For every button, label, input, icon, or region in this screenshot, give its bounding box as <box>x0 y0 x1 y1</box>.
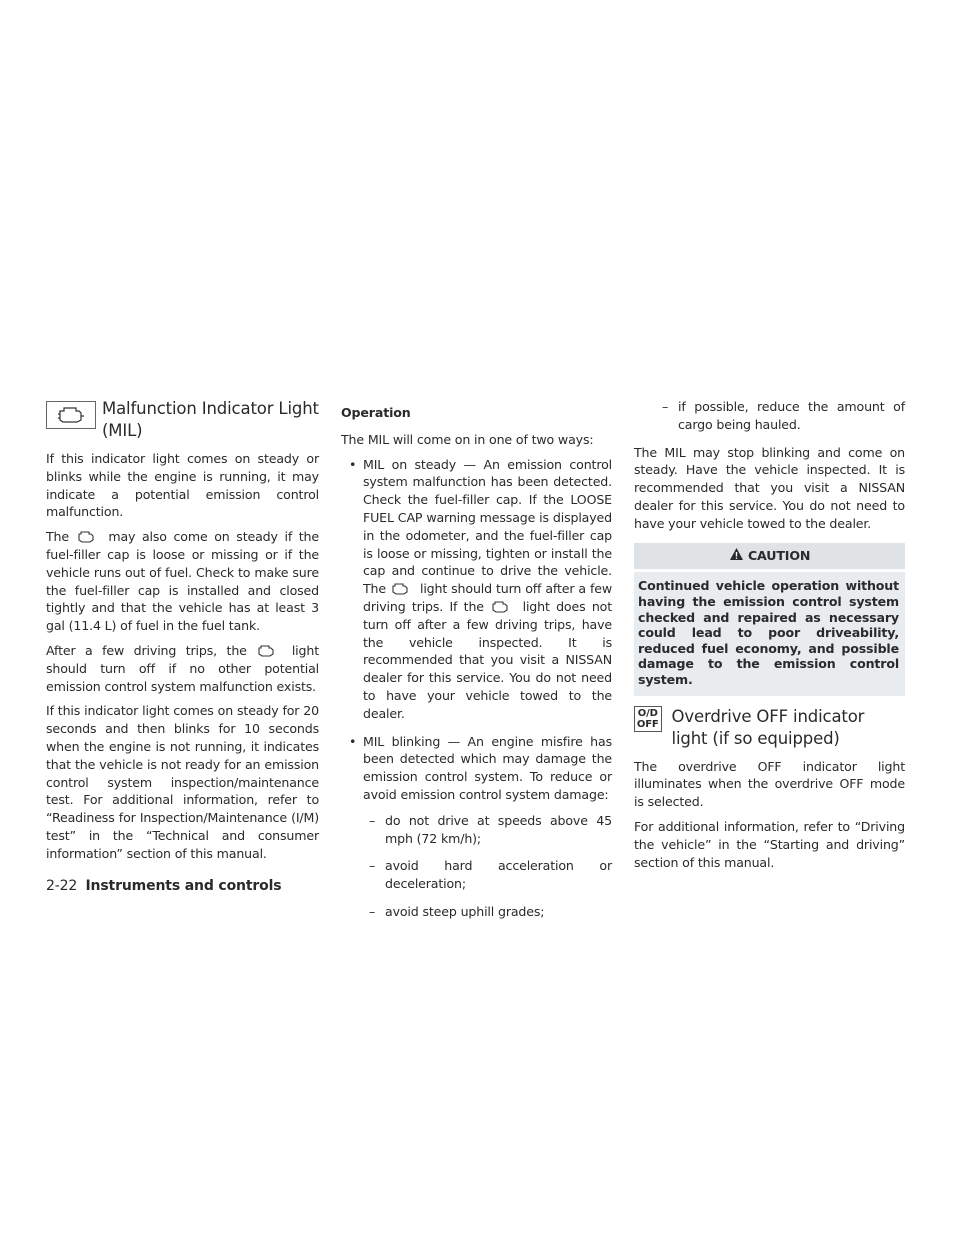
bullet-1-part-b: light should turn off after a few driving trips. If the <box>363 581 612 614</box>
overdrive-paragraph-2: For additional information, refer to “Driving the vehicle” in the “Starting and driving” section of this manual. <box>634 819 905 870</box>
page-footer <box>46 878 281 896</box>
list-item <box>341 733 612 921</box>
overdrive-paragraph-1: The overdrive OFF indicator light illuminates when the overdrive OFF mode is selected. <box>634 758 905 810</box>
mil-paragraph-3 <box>46 642 319 695</box>
od-icon-line-1: O/D <box>637 707 658 719</box>
page-number: 2-22 <box>46 878 78 894</box>
mil-paragraph-2 <box>46 528 319 635</box>
mil-paragraph-1: If this indicator light comes on steady or blinks while the engine is running, it may indicate a potential emission control malfunction. <box>46 451 319 520</box>
damage-avoidance-list <box>363 812 612 921</box>
section-title: Instruments and controls <box>85 878 282 894</box>
engine-icon <box>390 581 416 597</box>
engine-icon <box>256 643 282 659</box>
overdrive-off-icon <box>634 706 662 732</box>
engine-icon <box>490 599 516 615</box>
caution-header <box>634 543 905 570</box>
list-item: – if possible, reduce the amount of cargo being hauled. <box>656 398 905 434</box>
mil-paragraph-4: If this indicator light comes on steady for 20 seconds and then blinks for 10 seconds when the engine is not running, it indicates that the vehicle is not ready for an emission control system inspection/maintenance test. For additional information, refer to “Readiness for Inspection/Maintenance (I/M) test” in the “Technical and consumer information” section of this manual. <box>46 703 319 861</box>
overdrive-heading <box>634 706 905 750</box>
overdrive-heading-text: Overdrive OFF indicator light (if so equipped) <box>671 706 865 748</box>
list-item: – avoid hard acceleration or deceleration; <box>363 857 612 893</box>
column-3 <box>634 398 905 878</box>
warning-icon <box>729 547 744 566</box>
mil-paragraph-3-end: light should turn off if no other potential emission control system malfunction exists. <box>46 642 319 694</box>
column-2 <box>341 398 612 931</box>
bullet-2-text: MIL blinking — An engine misfire has been detected which may damage the emission control system. To reduce or avoid emission control system damage: <box>363 733 612 802</box>
mil-heading <box>46 398 319 442</box>
mil-paragraph-3-start: After a few driving trips, the <box>46 642 247 658</box>
mil-blinking-paragraph: The MIL may stop blinking and come on steady. Have the vehicle inspected. It is recommended that you visit a NISSAN dealer for this service. You do not need to have your vehicle towed to the dealer. <box>634 444 905 531</box>
damage-avoidance-list-continued <box>634 398 905 434</box>
list-item: – do not drive at speeds above 45 mph (72 km/h); <box>363 812 612 848</box>
caution-text: Continued vehicle operation without having the emission control system checked and repaired as necessary could lead to poor driveability, reduced fuel economy, and possible damage to the emission control system. <box>634 572 905 695</box>
mil-heading-text: Malfunction Indicator Light (MIL) <box>102 399 319 440</box>
list-item: – avoid steep uphill grades; <box>363 903 612 921</box>
operation-heading: Operation <box>341 405 411 420</box>
operation-intro: The MIL will come on in one of two ways: <box>341 431 594 447</box>
bullet-1-part-a: MIL on steady — An emission control system malfunction has been detected. Check the fuel-filler cap. If the LOOSE FUEL CAP warning message is displayed in the odometer, and the fuel-filler cap is loose or missing, tighten or install the cap and continue to drive the vehicle. The <box>363 456 612 597</box>
caution-title: CAUTION <box>747 547 811 563</box>
mil-paragraph-2-start: The <box>46 529 69 545</box>
list-item <box>341 456 612 723</box>
operation-list <box>341 456 612 921</box>
engine-icon <box>76 529 102 545</box>
mil-paragraph-2-end: may also come on steady if the fuel-filler cap is loose or missing or if the vehicle runs out of fuel. Check to make sure the fuel-filler cap is installed and closed tightly and that the vehicle has at least 3 gal (11.4 L) of fuel in the fuel tank. <box>46 529 319 634</box>
engine-icon <box>46 401 96 431</box>
bullet-1-part-c: light does not turn off after a few driving trips, have the vehicle inspected. It is recommended that you visit a NISSAN dealer for this service. You do not need to have your vehicle towed to the dealer. <box>363 598 613 721</box>
column-1 <box>46 398 319 870</box>
od-icon-line-2: OFF <box>636 719 659 731</box>
